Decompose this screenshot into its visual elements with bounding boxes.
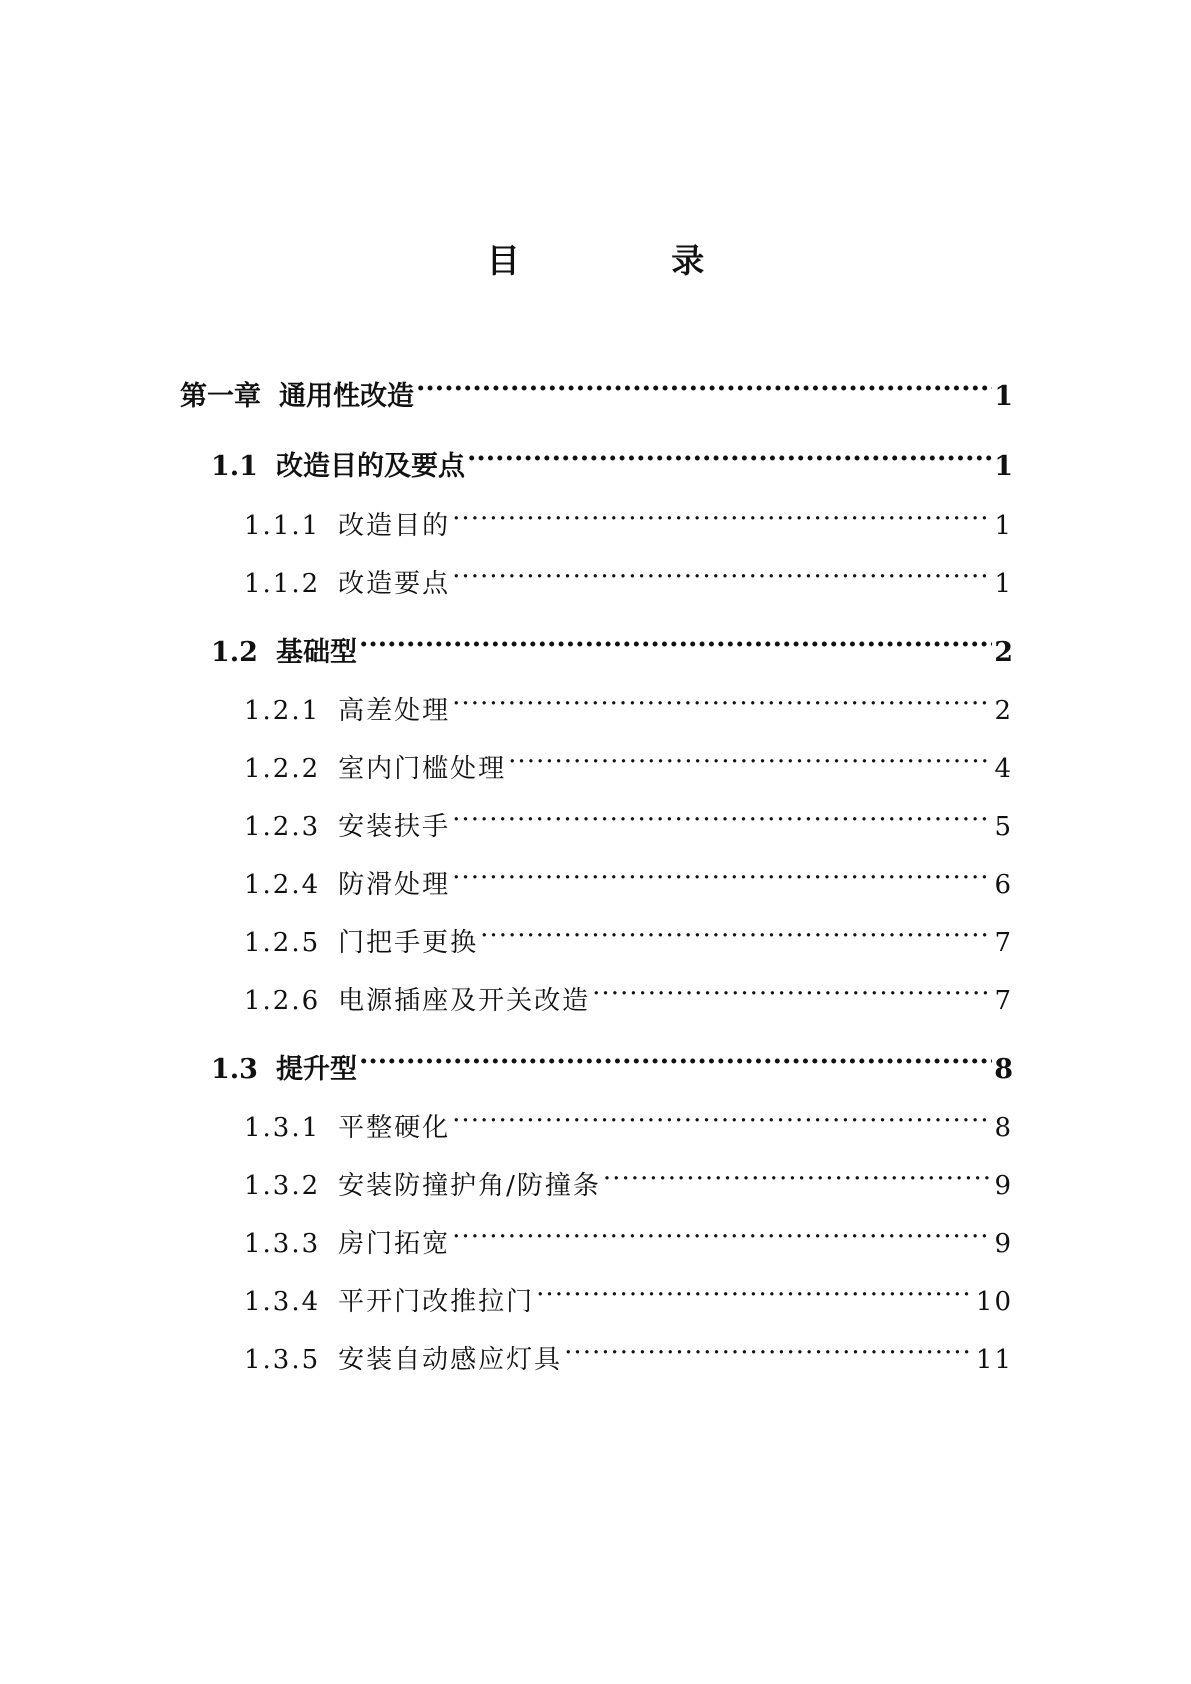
toc-dot-leader bbox=[452, 675, 992, 719]
toc-dot-leader bbox=[536, 1266, 974, 1310]
toc-entry-1-3-2[interactable] bbox=[244, 1150, 1013, 1201]
toc-dot-leader bbox=[359, 1034, 992, 1078]
toc-entry-label: 房门拓宽 bbox=[338, 1229, 451, 1259]
toc-entry-1-3-1[interactable] bbox=[244, 1092, 1013, 1143]
toc-entry-label: 室内门槛处理 bbox=[338, 754, 507, 784]
toc-entry-label: 高差处理 bbox=[338, 696, 451, 726]
toc-entry-label: 安装防撞护角/防撞条 bbox=[338, 1171, 601, 1201]
toc-entry-number: 1.1.2 bbox=[244, 569, 321, 599]
toc-entry-page: 8 bbox=[994, 1113, 1013, 1143]
toc-entry-label: 平整硬化 bbox=[338, 1113, 451, 1143]
toc-dot-leader bbox=[452, 548, 992, 592]
toc-entry-page: 7 bbox=[994, 986, 1013, 1016]
toc-entry-label: 门把手更换 bbox=[338, 928, 479, 958]
toc-entry-page: 1 bbox=[994, 451, 1013, 482]
toc-entry-label: 电源插座及开关改造 bbox=[338, 986, 591, 1016]
toc-entry-1-3-4[interactable] bbox=[244, 1266, 1013, 1317]
toc-dot-leader bbox=[592, 965, 992, 1009]
toc-entry-chapter-1[interactable] bbox=[180, 361, 1013, 412]
toc-entry-label: 平开门改推拉门 bbox=[338, 1287, 535, 1317]
toc-dot-leader bbox=[452, 1092, 992, 1136]
toc-entry-1-2-1[interactable] bbox=[244, 675, 1013, 726]
toc-entry-label: 安装扶手 bbox=[338, 812, 451, 842]
toc-entry-number: 1.1.1 bbox=[244, 511, 321, 541]
toc-entry-number: 1.3.4 bbox=[244, 1287, 321, 1317]
toc-dot-leader bbox=[467, 431, 992, 475]
toc-entry-page: 11 bbox=[975, 1345, 1013, 1375]
toc-entry-number: 1.2.1 bbox=[244, 696, 321, 726]
toc-entry-page: 9 bbox=[994, 1229, 1013, 1259]
toc-dot-leader bbox=[359, 617, 992, 661]
toc-dot-leader bbox=[452, 791, 992, 835]
toc-entry-number: 1.1 bbox=[211, 451, 258, 482]
toc-entry-label: 防滑处理 bbox=[338, 870, 451, 900]
toc-entry-page: 6 bbox=[994, 870, 1013, 900]
toc-entry-page: 9 bbox=[994, 1171, 1013, 1201]
toc-entry-number: 1.3 bbox=[211, 1054, 258, 1085]
toc-entry-number: 1.3.5 bbox=[244, 1345, 321, 1375]
toc-entry-label: 基础型 bbox=[275, 637, 357, 668]
toc-entry-page: 10 bbox=[975, 1287, 1013, 1317]
toc-entry-1-1-2[interactable] bbox=[244, 548, 1013, 599]
toc-dot-leader bbox=[564, 1324, 974, 1368]
toc-entry-number: 1.3.1 bbox=[244, 1113, 321, 1143]
toc-entry-label: 改造目的 bbox=[338, 511, 451, 541]
toc-entry-1-3-3[interactable] bbox=[244, 1208, 1013, 1259]
toc-entry-1-3[interactable] bbox=[211, 1034, 1013, 1085]
toc-dot-leader bbox=[508, 733, 992, 777]
toc-entry-label: 改造要点 bbox=[338, 569, 451, 599]
toc-entry-number: 1.2.3 bbox=[244, 812, 321, 842]
toc-dot-leader bbox=[452, 849, 992, 893]
toc-entry-label: 改造目的及要点 bbox=[275, 451, 465, 482]
toc-dot-leader bbox=[480, 907, 992, 951]
toc-entry-label: 提升型 bbox=[275, 1054, 357, 1085]
toc-entry-page: 8 bbox=[994, 1054, 1013, 1085]
toc-entry-page: 4 bbox=[994, 754, 1013, 784]
toc-dot-leader bbox=[603, 1150, 993, 1194]
toc-entry-1-2[interactable] bbox=[211, 617, 1013, 668]
toc-dot-leader bbox=[452, 490, 992, 534]
toc-entry-page: 1 bbox=[994, 511, 1013, 541]
toc-entry-number: 1.2.2 bbox=[244, 754, 321, 784]
toc-entry-number: 1.2 bbox=[211, 637, 258, 668]
toc-entry-1-2-2[interactable] bbox=[244, 733, 1013, 784]
toc-entry-page: 2 bbox=[994, 696, 1013, 726]
toc-entry-label: 通用性改造 bbox=[279, 381, 414, 412]
toc-entry-1-1[interactable] bbox=[211, 431, 1013, 482]
toc-entry-number: 1.2.5 bbox=[244, 928, 321, 958]
toc-entry-1-2-4[interactable] bbox=[244, 849, 1013, 900]
toc-entry-page: 1 bbox=[994, 381, 1013, 412]
toc-entry-number: 1.3.2 bbox=[244, 1171, 321, 1201]
toc-entry-number: 1.3.3 bbox=[244, 1229, 321, 1259]
toc-dot-leader bbox=[416, 361, 992, 405]
toc-entry-1-3-5[interactable] bbox=[244, 1324, 1013, 1375]
toc-entry-number: 1.2.6 bbox=[244, 986, 321, 1016]
toc-entry-1-2-3[interactable] bbox=[244, 791, 1013, 842]
toc-entry-page: 5 bbox=[994, 812, 1013, 842]
toc-entry-1-2-5[interactable] bbox=[244, 907, 1013, 958]
toc-entry-label: 安装自动感应灯具 bbox=[338, 1345, 563, 1375]
toc-dot-leader bbox=[452, 1208, 992, 1252]
toc-entry-number: 1.2.4 bbox=[244, 870, 321, 900]
toc-entry-number: 第一章 bbox=[180, 381, 261, 412]
toc-entry-1-2-6[interactable] bbox=[244, 965, 1013, 1016]
toc-entry-page: 2 bbox=[994, 637, 1013, 668]
toc-entry-page: 1 bbox=[994, 569, 1013, 599]
toc-title: 目 录 bbox=[486, 241, 775, 280]
toc-entry-page: 7 bbox=[994, 928, 1013, 958]
toc-entry-1-1-1[interactable] bbox=[244, 490, 1013, 541]
